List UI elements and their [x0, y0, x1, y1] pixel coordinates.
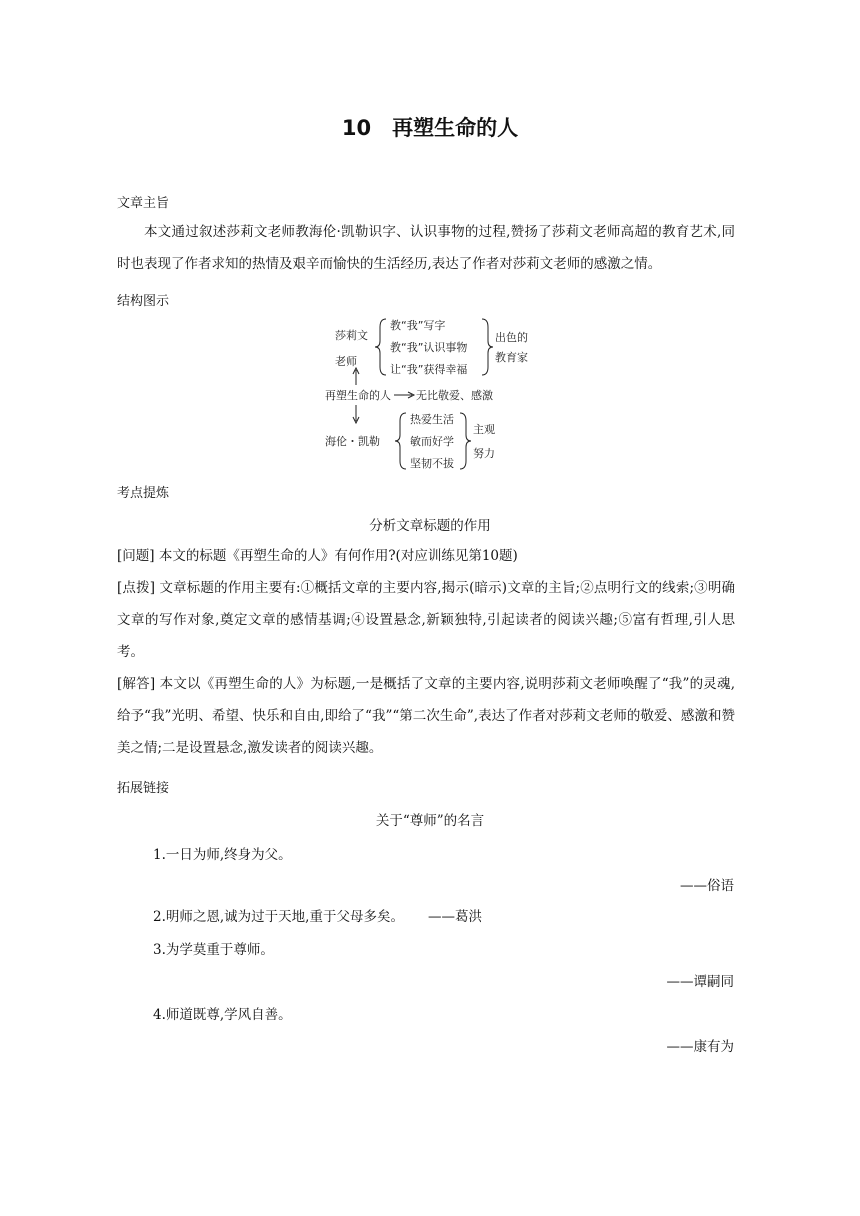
- diagram-student: 海伦・凯勒: [325, 435, 380, 448]
- diagram-student-result-1: 主观: [473, 423, 495, 436]
- analysis-answer: [解答] 本文以《再塑生命的人》为标题,一是概括了文章的主要内容,说明莎莉文老师唤醒了“我”的灵魂,给予“我”光明、希望、快乐和自由,即给了“我”“第二次生命”,表达了作者对莎莉文老师的敬爱、感激和赞美之情;二是设置悬念,激发读者的阅读兴趣。: [117, 676, 735, 756]
- diagram-student-result-2: 努力: [473, 447, 495, 460]
- theme-paragraph: 本文通过叙述莎莉文老师教海伦·凯勒识字、认识事物的过程,赞扬了莎莉文老师高超的教育艺术,同时也表现了作者求知的热情及艰辛而愉快的生活经历,表达了作者对莎莉文老师的感激之情。: [117, 224, 735, 272]
- quote-2-text: 2.明师之恩,诚为过于天地,重于父母多矣。: [153, 909, 404, 925]
- diagram-center-result: 无比敬爱、感激: [416, 389, 493, 402]
- section-heading-theme: 文章主旨: [117, 196, 170, 211]
- diagram-brace-student: [395, 413, 406, 469]
- diagram-student-item-1: 热爱生活: [410, 413, 454, 426]
- diagram-brace-teacher-right: [482, 319, 493, 375]
- page-title: 10 再塑生命的人: [341, 116, 519, 140]
- diagram-brace-teacher: [375, 319, 386, 375]
- quote-4-text: 4.师道既尊,学风自善。: [153, 1007, 292, 1023]
- diagram-student-item-3: 坚韧不拔: [410, 457, 454, 470]
- diagram-teacher-result-1: 出色的: [495, 331, 528, 344]
- quote-1-source: ——俗语: [680, 878, 734, 894]
- diagram-student-item-2: 敏而好学: [410, 435, 454, 448]
- diagram-teacher-item-1: 教“我”写字: [390, 319, 446, 332]
- quote-2-source: ——葛洪: [428, 909, 482, 925]
- quote-4-source: ——康有为: [666, 1039, 734, 1055]
- analysis-question: [问题] 本文的标题《再塑生命的人》有何作用?(对应训练见第10题): [117, 548, 518, 564]
- analysis-hint: [点拨] 文章标题的作用主要有:①概括文章的主要内容,揭示(暗示)文章的主旨;②点明行文的线索;③明确文章的写作对象,奠定文章的感情基调;④设置悬念,新颖独特,引起读者的阅读兴趣;⑤富有哲理,引人思考。: [117, 580, 735, 660]
- diagram-teacher-line1: 莎莉文: [335, 329, 368, 342]
- diagram-center: 再塑生命的人: [325, 389, 391, 402]
- structure-diagram: [320, 315, 540, 473]
- section-heading-analysis: 考点提炼: [117, 486, 170, 501]
- section-heading-structure: 结构图示: [117, 294, 170, 309]
- extension-subtitle: 关于“尊师”的名言: [375, 813, 485, 829]
- quote-3-text: 3.为学莫重于尊师。: [153, 942, 274, 958]
- diagram-teacher-result-2: 教育家: [495, 351, 528, 364]
- diagram-teacher-item-2: 教“我”认识事物: [390, 341, 468, 354]
- quote-3-source: ——谭嗣同: [666, 974, 734, 990]
- analysis-subtitle: 分析文章标题的作用: [369, 518, 491, 534]
- diagram-teacher-item-3: 让“我”获得幸福: [390, 363, 468, 376]
- section-heading-extension: 拓展链接: [117, 781, 170, 796]
- diagram-brace-student-right: [460, 413, 471, 469]
- diagram-teacher-line2: 老师: [335, 355, 357, 368]
- quote-1-text: 1.一日为师,终身为父。: [153, 847, 292, 863]
